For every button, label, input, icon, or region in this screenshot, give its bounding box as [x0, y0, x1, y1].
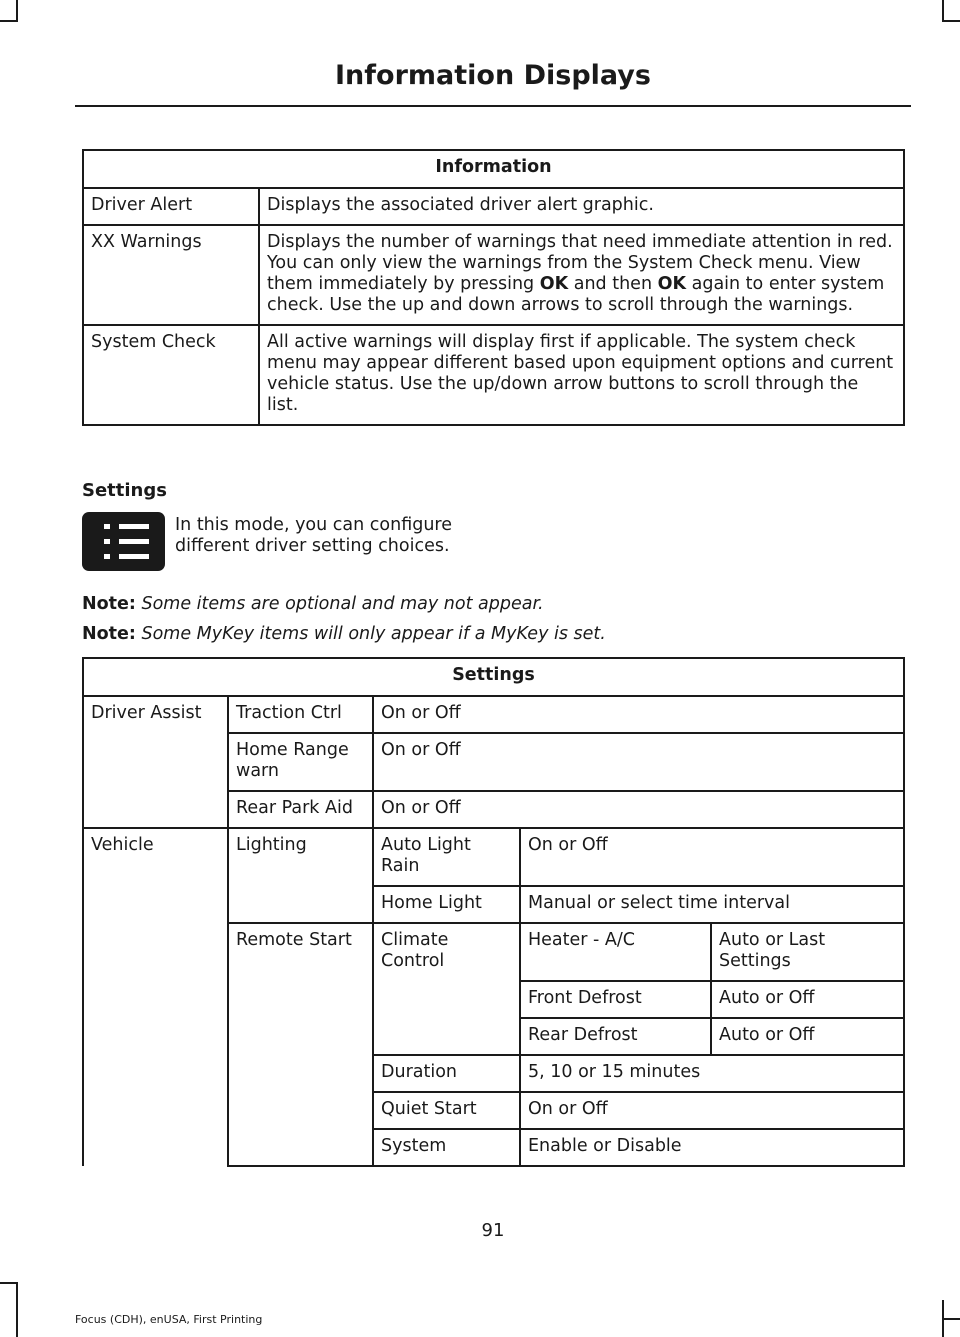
- setting-value: On or Off: [373, 791, 904, 828]
- table-row: [83, 188, 904, 225]
- ok-button-name: OK: [539, 274, 569, 294]
- title-divider: [75, 105, 911, 107]
- crop-mark-top-left: [16, 0, 18, 22]
- setting-value: Auto or Off: [711, 981, 904, 1018]
- category-driver-assist: Driver Assist: [83, 696, 228, 828]
- setting-value: Enable or Disable: [520, 1129, 904, 1166]
- note-mykey-items: [82, 624, 606, 644]
- row-label: Driver Alert: [83, 188, 259, 225]
- setting-name: System: [373, 1129, 520, 1166]
- setting-value: On or Off: [373, 696, 904, 733]
- crop-mark-bottom-left: [16, 1282, 18, 1337]
- information-table: [82, 149, 905, 426]
- crop-mark-top-left-h: [0, 20, 18, 22]
- category-vehicle: Vehicle: [83, 828, 228, 1166]
- note-label: Note:: [82, 594, 136, 614]
- settings-table: [82, 657, 905, 1167]
- note-text: Some MyKey items will only appear if a MyKey is set.: [141, 624, 606, 644]
- note-label: Note:: [82, 624, 136, 644]
- row-description: All active warnings will display first if applicable. The system check menu may appear different based upon equipment options and current vehicle status. Use the up/down arrow buttons to scroll through the list.: [259, 325, 904, 425]
- page-number: 91: [481, 1220, 505, 1241]
- group-climate-control: Climate Control: [373, 923, 520, 1055]
- setting-name: Heater - A/C: [520, 923, 711, 981]
- row-description: Displays the associated driver alert graphic.: [259, 188, 904, 225]
- group-remote-start: Remote Start: [228, 923, 373, 1166]
- note-optional-items: [82, 594, 544, 614]
- ok-button-name: OK: [657, 274, 687, 294]
- settings-list-icon: [82, 512, 165, 571]
- crop-mark-bottom-right-h: [942, 1318, 960, 1320]
- setting-name: Duration: [373, 1055, 520, 1092]
- table-row: [83, 225, 904, 325]
- setting-name: Front Defrost: [520, 981, 711, 1018]
- setting-name: Rear Defrost: [520, 1018, 711, 1055]
- crop-mark-top-right: [942, 0, 944, 22]
- setting-name: Traction Ctrl: [228, 696, 373, 733]
- setting-name: Quiet Start: [373, 1092, 520, 1129]
- crop-mark-top-right-h: [942, 20, 960, 22]
- setting-value: Auto or Last Settings: [711, 923, 904, 981]
- setting-name: Home Light: [373, 886, 520, 923]
- row-label: System Check: [83, 325, 259, 425]
- settings-table-heading: Settings: [83, 658, 904, 696]
- edition-footer: Focus (CDH), enUSA, First Printing: [75, 1313, 263, 1326]
- setting-value: 5, 10 or 15 minutes: [520, 1055, 904, 1092]
- settings-heading: Settings: [82, 480, 167, 501]
- table-row: [83, 828, 904, 886]
- crop-mark-bottom-left-h: [0, 1282, 18, 1284]
- setting-name: Home Range warn: [228, 733, 373, 791]
- setting-name: Auto Light Rain: [373, 828, 520, 886]
- group-lighting: Lighting: [228, 828, 373, 923]
- setting-value: Auto or Off: [711, 1018, 904, 1055]
- note-text: Some items are optional and may not appear.: [141, 594, 544, 614]
- table-row: [83, 325, 904, 425]
- row-label: XX Warnings: [83, 225, 259, 325]
- row-description: Displays the number of warnings that need immediate attention in red. You can only view the warnings from the System Check menu. View them immediately by pressing OK and then OK again to enter system check. Use the up and down arrows to scroll through the warnings.: [259, 225, 904, 325]
- information-table-heading: Information: [83, 150, 904, 188]
- settings-intro-text: In this mode, you can configure different driver setting choices.: [175, 515, 453, 556]
- setting-value: On or Off: [373, 733, 904, 791]
- setting-name: Rear Park Aid: [228, 791, 373, 828]
- setting-value: On or Off: [520, 1092, 904, 1129]
- setting-value: Manual or select time interval: [520, 886, 904, 923]
- table-row: [83, 696, 904, 733]
- setting-value: On or Off: [520, 828, 904, 886]
- page-title: Information Displays: [335, 60, 651, 91]
